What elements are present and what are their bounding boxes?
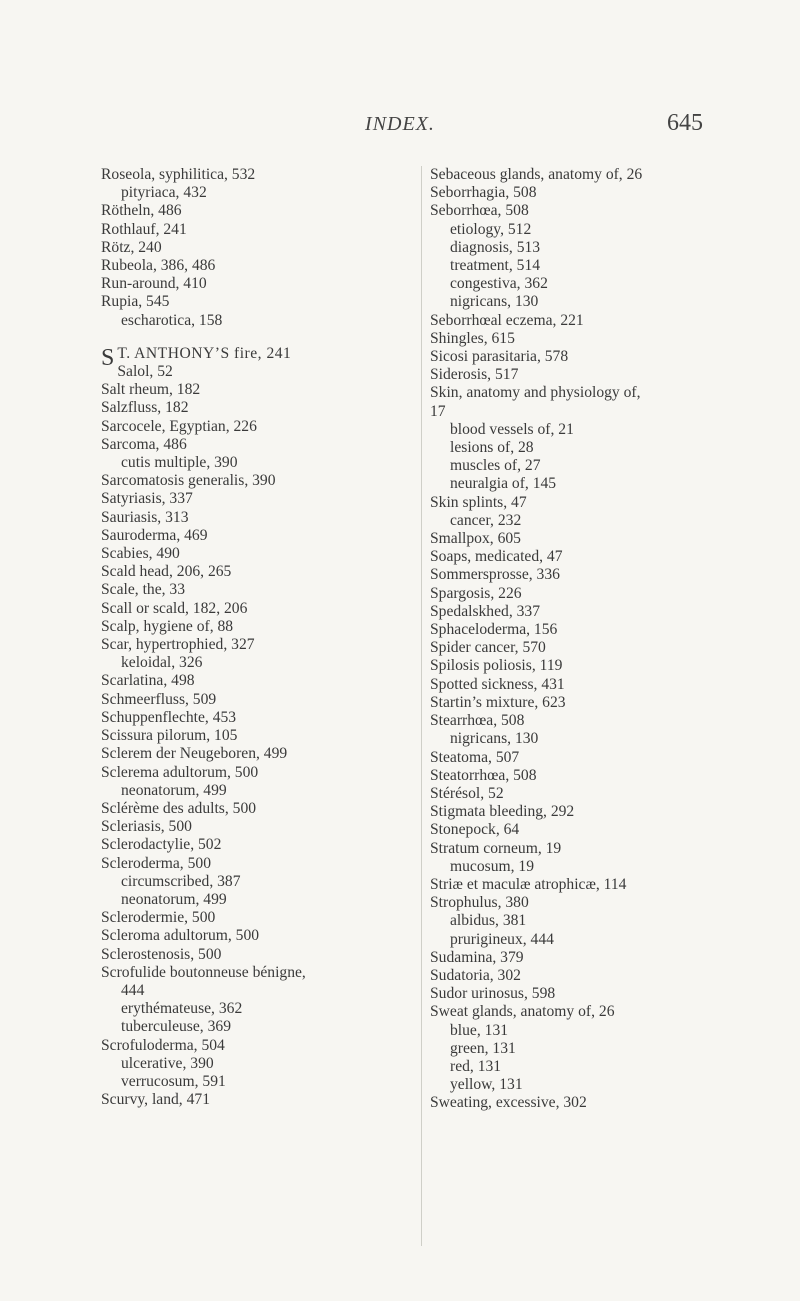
index-entry: Sarcocele, Egyptian, 226 [101,417,257,435]
index-subentry: ulcerative, 390 [121,1054,214,1072]
index-subentry: keloidal, 326 [121,654,203,672]
index-entry: Rubeola, 386, 486 [101,257,216,275]
index-subentry: diagnosis, 513 [450,238,541,256]
index-entry: Skin, anatomy and physiology of, [430,384,641,402]
index-subentry: blue, 131 [450,1021,509,1039]
index-entry: Spider cancer, 570 [430,639,546,657]
index-entry: Sclerostenosis, 500 [101,945,222,963]
index-subentry: pityriaca, 432 [121,184,207,202]
index-subentry: tuberculeuse, 369 [121,1018,231,1036]
index-subentry: blood vessels of, 21 [450,420,574,438]
index-entry: Rötz, 240 [101,238,162,256]
left-column [101,166,411,1109]
index-entry: Sweating, excessive, 302 [430,1094,587,1112]
right-column [430,166,730,1113]
index-subentry: red, 131 [450,1057,502,1075]
index-subentry: neonatorum, 499 [121,890,227,908]
running-title: INDEX. [365,113,435,135]
index-entry: Striæ et maculæ atrophicæ, 114 [430,875,627,893]
index-subentry: erythémateuse, 362 [121,1000,243,1018]
index-entry: Sommersprosse, 336 [430,566,560,584]
index-subentry: yellow, 131 [450,1076,523,1094]
index-entry: Sauriasis, 313 [101,508,189,526]
index-entry: Scalp, hygiene of, 88 [101,617,234,635]
index-entry: Salol, 52 [117,363,173,381]
index-entry: Schuppenflechte, 453 [101,708,237,726]
index-subentry: cancer, 232 [450,511,522,529]
index-entry: Sudor urinosus, 598 [430,985,556,1003]
index-subentry: green, 131 [450,1039,516,1057]
index-entry: Scall or scald, 182, 206 [101,599,248,617]
index-entry: Scarlatina, 498 [101,672,195,690]
index-subentry: treatment, 514 [450,257,541,275]
index-subentry: 444 [121,981,145,999]
index-entry: Scald head, 206, 265 [101,563,232,581]
index-entry: Sudatoria, 302 [430,966,521,984]
index-subentry: neonatorum, 499 [121,781,227,799]
index-entry: Sebaceous glands, anatomy of, 26 [430,166,643,183]
section-s-heading [101,345,411,381]
index-subentry: prurigineux, 444 [450,930,554,948]
index-block-s [101,381,411,1109]
index-entry: Sclerodactylie, 502 [101,836,222,854]
index-entry: Stérésol, 52 [430,784,504,802]
index-entry: Roseola, syphilitica, 532 [101,166,256,183]
index-entry: Skin splints, 47 [430,493,527,511]
index-entry: Sarcoma, 486 [101,435,187,453]
index-entry: Salzfluss, 182 [101,399,189,417]
index-entry: Spilosis poliosis, 119 [430,657,563,675]
index-entry: Spotted sickness, 431 [430,675,565,693]
index-entry: Steatorrhœa, 508 [430,766,537,784]
index-subentry: cutis multiple, 390 [121,454,238,472]
index-entry: Soaps, medicated, 47 [430,548,563,566]
index-entry: Scissura pilorum, 105 [101,727,238,745]
index-entry: Scleroderma, 500 [101,854,211,872]
section-gap [101,330,411,345]
index-entry: Spedalskhed, 337 [430,602,541,620]
index-entry: Steatoma, 507 [430,748,520,766]
index-entry: Stratum corneum, 19 [430,839,562,857]
index-entry: Stigmata bleeding, 292 [430,803,575,821]
index-entry: Seborrhagia, 508 [430,184,537,202]
index-subentry: albidus, 381 [450,912,527,930]
index-entry: Sweat glands, anatomy of, 26 [430,1003,615,1021]
index-subentry: mucosum, 19 [450,857,535,875]
index-subentry: verrucosum, 591 [121,1072,226,1090]
index-entry: Stearrhœa, 508 [430,712,525,730]
index-block-r [101,166,411,330]
index-entry: Stonepock, 64 [430,821,520,839]
index-entry: Scurvy, land, 471 [101,1091,210,1109]
index-entry: Scabies, 490 [101,545,180,563]
index-subentry: nigricans, 130 [450,293,539,311]
index-entry: Salt rheum, 182 [101,381,201,399]
index-entry: Sclérème des adults, 500 [101,799,257,817]
index-entry: Sarcomatosis generalis, 390 [101,472,276,490]
index-subentry: circumscribed, 387 [121,872,241,890]
index-entry: T. ANTHONY’S fire, 241 [117,344,292,362]
index-entry: Scleroma adultorum, 500 [101,927,260,945]
index-entry: Rothlauf, 241 [101,220,187,238]
index-entry: Scale, the, 33 [101,581,186,599]
index-subentry: nigricans, 130 [450,730,539,748]
index-entry: Schmeerfluss, 509 [101,690,217,708]
index-entry: Shingles, 615 [430,329,515,347]
index-subentry: neuralgia of, 145 [450,475,557,493]
index-entry: Startin’s mixture, 623 [430,693,566,711]
index-entry: Run-around, 410 [101,275,207,293]
index-subentry: congestiva, 362 [450,275,548,293]
index-entry: Seborrhœal eczema, 221 [430,311,584,329]
index-entry: Spargosis, 226 [430,584,522,602]
index-entry: Sclerem der Neugeboren, 499 [101,745,288,763]
index-entry: Sauroderma, 469 [101,526,208,544]
index-entry: Scrofulide boutonneuse bénigne, [101,963,306,981]
dropcap-letter: S [101,344,115,371]
index-entry: Scar, hypertrophied, 327 [101,636,255,654]
index-entry: Siderosis, 517 [430,366,519,384]
index-entry: Seborrhœa, 508 [430,202,529,220]
index-entry: Smallpox, 605 [430,530,521,548]
index-entry: Satyriasis, 337 [101,490,193,508]
index-entry: Rupia, 545 [101,293,170,311]
index-entry: Sphaceloderma, 156 [430,621,558,639]
index-entry: Scrofuloderma, 504 [101,1036,225,1054]
index-entry: Scleriasis, 500 [101,818,192,836]
index-subentry: escharotica, 158 [121,311,223,329]
index-subentry: etiology, 512 [450,220,532,238]
index-entry: 17 [430,402,446,420]
index-entry: Sicosi parasitaria, 578 [430,348,569,366]
index-entry: Strophulus, 380 [430,894,529,912]
index-entry: Rötheln, 486 [101,202,182,220]
index-entry: Sudamina, 379 [430,948,524,966]
page-number: 645 [667,110,703,136]
index-subentry: muscles of, 27 [450,457,541,475]
index-entry: Sclerodermie, 500 [101,909,216,927]
column-divider [421,166,422,1246]
index-entry: Sclerema adultorum, 500 [101,763,259,781]
index-subentry: lesions of, 28 [450,439,534,457]
